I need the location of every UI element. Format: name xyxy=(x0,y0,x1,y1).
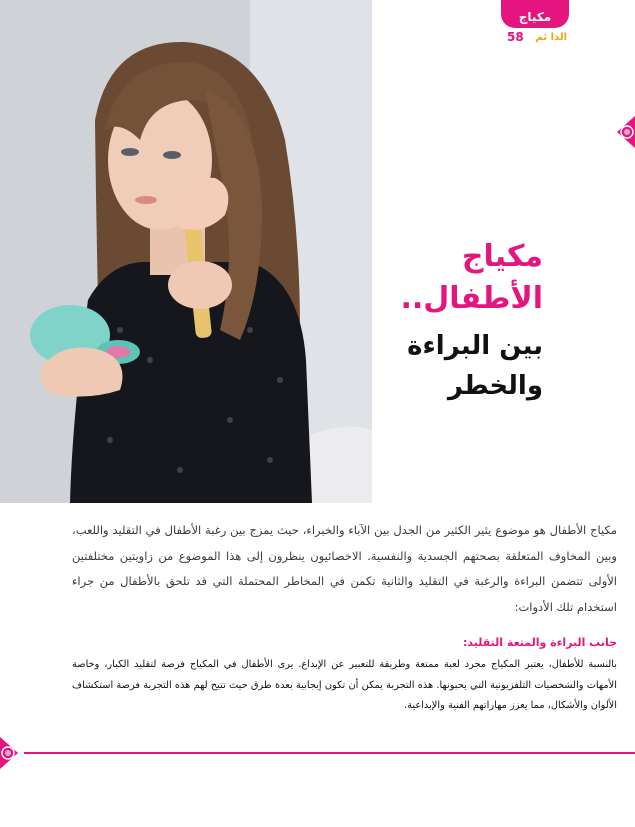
section-heading: جانب البراءة والمتعة التقليد: xyxy=(463,636,617,649)
intro-paragraph: مكياج الأطفال هو موضوع يثير الكثير من الجدل بين الآباء والخبراء، حيث يمزج بين رغبة الأطفال في التقليد واللعب، وبين المخاوف المتعلقة بصحتهم الجسدية والنفسية. الاخصائيون ينظرون إلى هذا الموضوع من زاويتين مختلفتين الأولى تتضمن البراءة والرغبة في التقليد والثانية تكمن في المخاطر المحتملة التي قد تلحق بالأطفال من جراء استخدام تلك الأدوات: xyxy=(72,523,617,614)
section-paragraph: بالنسبة للأطفال، يعتبر المكياج مجرد لعبة ممتعة وطريقة للتعبير عن الإبداع. يرى الأطفال في المكياج فرصة لتقليد الكبار، وخاصة الأمهات والشخصيات التلفزيونية التي يحبونها. هذه التجربة يمكن أن تكون إيجابية بعدة طرق حيث تتيح لهم هذه التجربة فرصة استكشاف الألوان والأشكال، مما يعزز مهاراتهم الفنية والإبداعية. xyxy=(72,659,617,711)
section-badge: مكياج xyxy=(501,0,569,28)
subtitle-line: بين البراءة xyxy=(407,331,543,361)
divider xyxy=(24,752,635,754)
arrow-marker-right-icon xyxy=(603,116,635,148)
magazine-logo: الدا ئم xyxy=(535,31,567,43)
title-line: مكياج xyxy=(461,239,543,274)
title-line: الأطفال.. xyxy=(400,281,543,316)
section-header xyxy=(501,0,569,44)
page-number: 58 xyxy=(507,30,524,44)
subtitle-line: والخطر xyxy=(447,371,543,401)
article-title xyxy=(343,236,543,406)
cover-photo xyxy=(0,0,372,503)
